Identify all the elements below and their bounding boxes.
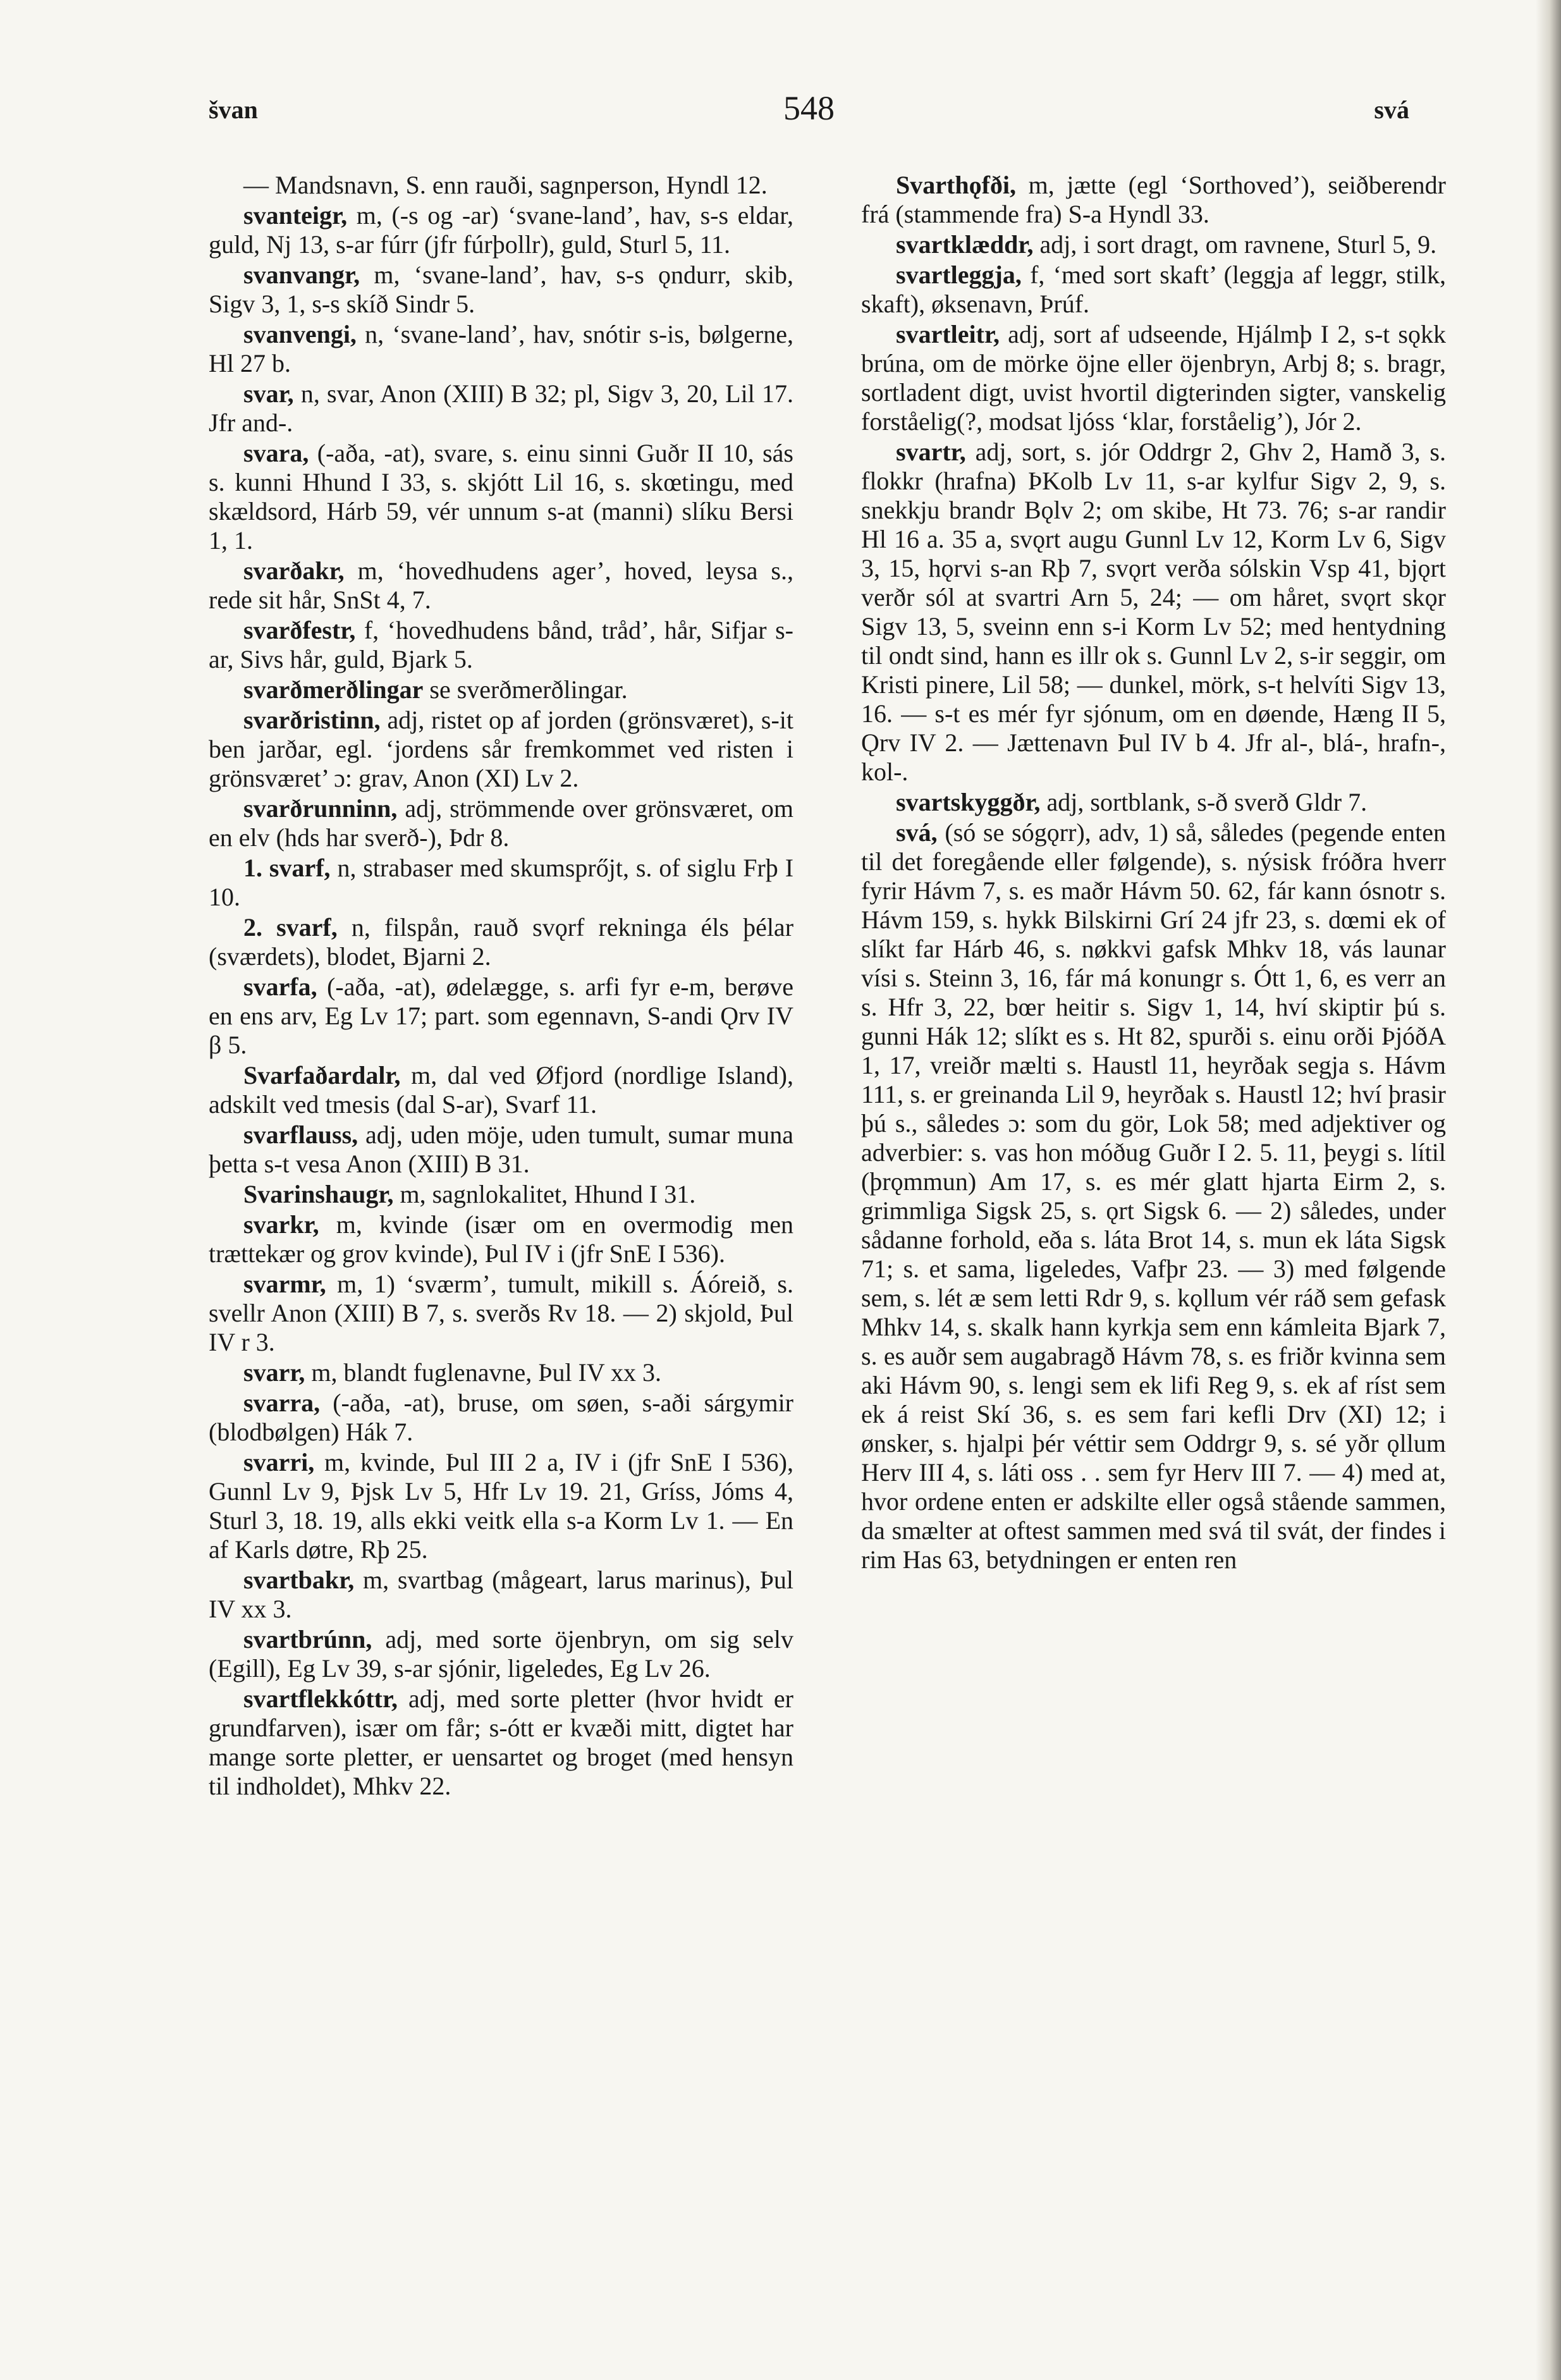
dictionary-entry <box>209 1120 793 1179</box>
entry-definition: n, ‘svane-land’, hav, snótir s-is, bølgerne, Hl 27 b. <box>209 320 793 377</box>
dictionary-entry <box>861 788 1446 817</box>
left-column <box>209 171 793 2207</box>
entry-definition: (-aða, -at), ødelægge, s. arfi fyr e-m, berøve en ens arv, Eg Lv 17; part. som egennavn, S-andi Ǫrv IV β 5. <box>209 972 793 1059</box>
dictionary-entry <box>209 261 793 319</box>
entry-headword: svarr, <box>243 1358 305 1387</box>
entry-headword: svarðakr, <box>243 556 345 585</box>
entry-definition: m, sagnlokalitet, Hhund I 31. <box>393 1180 696 1208</box>
entry-definition: — Mandsnavn, S. enn rauði, sagnperson, Hyndl 12. <box>243 171 768 199</box>
entry-headword: svartbrúnn, <box>243 1625 372 1653</box>
entry-definition: adj, med sorte pletter (hvor hvidt er grundfarven), især om får; s-ótt er kvæði mitt, digtet har mange sorte pletter, er uensartet og broget (med hensyn til indholdet), Mhkv 22. <box>209 1684 793 1800</box>
entry-headword: svarðrunninn, <box>243 794 398 823</box>
entry-definition: adj, sort, s. jór Oddrgr 2, Ghv 2, Hamð 3, s. flokkr (hrafna) ÞKolb Lv 11, s-ar kylfur Sigv 2, 9, s. snekkju brandr Bǫlv 2; om skibe, Ht 73. 76; s-ar randir Hl 16 a. 35 a, svǫrt augu Gunnl Lv 12, Korm Lv 6, Sigv 3, 15, hǫrvi s-an Rþ 7, svǫrt verða sólskin Vsp 41, bjǫrt verðr sól at svartri Arn 5, 24; — om håret, svǫrt skǫr Sigv 13, 5, sveinn enn s-i Korm Lv 52; med hentydning til ondt sind, hann es illr ok s. Gunnl Lv 2, s-ir seggir, om Kristi pinere, Lil 58; — dunkel, mörk, s-t helvíti Sigv 13, 16. — s-t es mér fyr sjónum, om en døende, Hæng II 5, Ǫrv IV 2. — Jættenavn Þul IV b 4. Jfr al-, blá-, hrafn-, kol-. <box>861 438 1446 786</box>
entry-definition: (só se sógǫrr), adv, 1) så, således (pegende enten til det foregående eller følgende), s. nýsisk fróðra hverr fyrir Hávm 7, s. es maðr Hávm 50. 62, fár kann ósnotr s. Hávm 159, s. hykk Bilskirni Grí 24 jfr 23, s. dœmi ek of slíkt far Hárb 46, s. nøkkvi gafsk Mhkv 18, vás launar vísi s. Steinn 3, 16, fár má konungr s. Ótt 1, 6, es verr an s. Hfr 3, 22, bœr heitir s. Sigv 1, 14, hví skiptir þú s. gunni Hák 12; slíkt es s. Ht 82, spurði s. einu orði ÞjóðA 1, 17, vreiðr mælti s. Haustl 11, heyrðak segja s. Hávm 111, s. er greinanda Lil 9, heyrðak s. Haustl 12; hví þrasir þú s., således ɔ: som du gör, Lok 58; med adjektiver og adverbier: s. vas hon móðug Guðr I 2. 5. 11, þeygi s. lítil (þrǫmmun) Am 17, s. es mér glatt hjarta Eirm 2, s. grimmliga Sigsk 25, s. ǫrt Sigsk 6. — 2) således, under sådanne forhold, eða s. láta Brot 14, s. mun ek láta Sigsk 71; s. et sama, ligeledes, Vafþr 23. — 3) med følgende sem, s. lét æ sem letti Rdr 9, s. kǫllum vér ráð sem gefask Mhkv 14, s. skalk hann kyrkja sem enn kámleita Bjark 7, s. es auðr sem augabragð Hávm 78, s. es friðr kvinna sem aki Hávm 90, s. lengi sem ek lifi Reg 9, s. ek af ríst sem ek á reist Skí 36, s. es sem fari kefli Drv (XI) 12; i ønsker, s. hjalpi þér véttir sem Oddrgr 9, s. sé yðr ǫllum Herv III 4, s. láti oss . . sem fyr Herv III 7. — 4) med at, hvor ordene enten er adskilte eller også stående sammen, da smælter at oftest sammen med svá til svát, der findes i rim Has 63, betydningen er enten ren <box>861 818 1446 1574</box>
dictionary-entry <box>861 818 1446 1574</box>
entry-headword: svanteigr, <box>243 201 348 230</box>
entry-definition: m, jætte (egl ‘Sorthoved’), seiðberendr frá (stammende fra) S-a Hyndl 33. <box>861 171 1446 228</box>
entry-headword: svar, <box>243 379 294 408</box>
entry-definition: adj, med sorte öjenbryn, om sig selv (Egill), Eg Lv 39, s-ar sjónir, ligeledes, Eg Lv 26. <box>209 1625 793 1683</box>
right-column <box>861 171 1446 2207</box>
page-number: 548 <box>783 89 835 127</box>
entry-definition: adj, uden möje, uden tumult, sumar muna þetta s-t vesa Anon (XIII) B 31. <box>209 1120 793 1178</box>
entry-headword: svartleggja, <box>896 261 1022 289</box>
dictionary-entry <box>861 171 1446 229</box>
dictionary-entry <box>209 706 793 793</box>
entry-definition: m, svartbag (mågeart, larus marinus), Þul IV xx 3. <box>209 1566 793 1623</box>
dictionary-entry <box>861 261 1446 319</box>
dictionary-entry <box>209 794 793 852</box>
page-header <box>209 89 1409 139</box>
dictionary-entry <box>209 1270 793 1357</box>
entry-headword: svartleitr, <box>896 320 1000 348</box>
entry-headword: svartr, <box>896 438 966 466</box>
entry-definition: (-aða, -at), bruse, om søen, s-aði sárgymir (blodbølgen) Hák 7. <box>209 1389 793 1446</box>
dictionary-entry <box>209 201 793 259</box>
entry-definition: m, 1) ‘sværm’, tumult, mikill s. Áóreið, s. svellr Anon (XIII) B 7, s. sverðs Rv 18. — 2) skjold, Þul IV r 3. <box>209 1270 793 1356</box>
entry-headword: svarflauss, <box>243 1120 358 1149</box>
entry-headword: svartbakr, <box>243 1566 355 1594</box>
dictionary-entry <box>209 1389 793 1447</box>
dictionary-entry <box>209 556 793 615</box>
dictionary-entry <box>209 1448 793 1564</box>
entry-definition: m, dal ved Øfjord (nordlige Island), adskilt ved tmesis (dal S-ar), Svarf 11. <box>209 1061 793 1119</box>
entry-headword: svá, <box>896 818 938 847</box>
page-edge-shadow <box>1536 0 1561 2380</box>
entry-headword: svanvangr, <box>243 261 360 289</box>
entry-headword: svarra, <box>243 1389 321 1417</box>
dictionary-entry <box>861 230 1446 259</box>
entry-definition: f, ‘hovedhudens bånd, tråd’, hår, Sifjar s-ar, Sivs hår, guld, Bjark 5. <box>209 616 793 673</box>
entry-definition: adj, ristet op af jorden (grönsværet), s-it ben jarðar, egl. ‘jordens sår fremkommet ved risten i grönsværet’ ɔ: grav, Anon (XI) Lv 2. <box>209 706 793 792</box>
entry-definition: m, ‘hovedhudens ager’, hoved, leysa s., rede sit hår, SnSt 4, 7. <box>209 556 793 614</box>
header-left-guideword: švan <box>209 95 258 124</box>
dictionary-entry <box>209 854 793 912</box>
entry-definition: adj, i sort dragt, om ravnene, Sturl 5, 9. <box>1033 230 1437 259</box>
dictionary-entry <box>209 439 793 555</box>
dictionary-entry <box>209 1180 793 1209</box>
entry-headword: Svarinshaugr, <box>243 1180 394 1208</box>
dictionary-entry <box>209 1061 793 1119</box>
entry-definition: adj, sort af udseende, Hjálmþ I 2, s-t sǫkk brúna, om de mörke öjne eller öjenbryn, Arbj 8; s. bragr, sortladent digt, uvist hvortil digterinden sigter, vanskelig forståelig(?, modsat ljóss ‘klar, forståelig’), Jór 2. <box>861 320 1446 436</box>
entry-headword: svartskyggðr, <box>896 788 1041 816</box>
entry-headword: svartflekkóttr, <box>243 1684 398 1713</box>
dictionary-entry <box>209 1358 793 1387</box>
entry-headword: Svarfaðardalr, <box>243 1061 401 1089</box>
entry-definition: (-aða, -at), svare, s. einu sinni Guðr II 10, sás s. kunni Hhund I 33, s. skjótt Lil 16, s. skœtingu, med skældsord, Hárb 59, vér unnum s-at (manni) slíku Bersi 1, 1. <box>209 439 793 555</box>
entry-headword: svartklæddr, <box>896 230 1034 259</box>
entry-headword: 1. svarf, <box>243 854 331 882</box>
entry-definition: m, ‘svane-land’, hav, s-s ǫndurr, skib, Sigv 3, 1, s-s skíð Sindr 5. <box>209 261 793 318</box>
entry-definition: m, blandt fuglenavne, Þul IV xx 3. <box>305 1358 662 1387</box>
entry-headword: svara, <box>243 439 309 467</box>
entry-headword: Svarthǫfði, <box>896 171 1016 199</box>
dictionary-entry <box>861 438 1446 787</box>
dictionary-entry <box>209 1566 793 1624</box>
dictionary-entry <box>209 379 793 438</box>
dictionary-entry <box>209 1210 793 1268</box>
dictionary-entry <box>861 320 1446 436</box>
entry-definition: f, ‘med sort skaft’ (leggja af leggr, stilk, skaft), øksenavn, Þrúf. <box>861 261 1446 318</box>
dictionary-entry <box>209 171 793 200</box>
dictionary-entry <box>209 1625 793 1683</box>
dictionary-entry <box>209 972 793 1060</box>
header-right-guideword: svá <box>1374 95 1409 124</box>
entry-definition: n, strabaser med skumsprőjt, s. of siglu Frþ I 10. <box>209 854 793 911</box>
entry-definition: n, svar, Anon (XIII) B 32; pl, Sigv 3, 20, Lil 17. Jfr and-. <box>209 379 793 437</box>
dictionary-entry <box>209 616 793 674</box>
dictionary-entry <box>209 913 793 971</box>
entry-headword: 2. svarf, <box>243 913 338 942</box>
dictionary-entry <box>209 675 793 704</box>
entry-headword: svarðmerðlingar <box>243 675 424 704</box>
entry-headword: svarri, <box>243 1448 315 1476</box>
entry-headword: svarmr, <box>243 1270 326 1298</box>
entry-definition: adj, sortblank, s-ð sverð Gldr 7. <box>1040 788 1368 816</box>
entry-headword: svarfa, <box>243 972 317 1001</box>
entry-definition: se sverðmerðlingar. <box>423 675 628 704</box>
entry-definition: adj, strömmende over grönsværet, om en elv (hds har sverð-), Þdr 8. <box>209 794 793 852</box>
entry-headword: svarkr, <box>243 1210 319 1239</box>
entry-headword: svarðristinn, <box>243 706 381 734</box>
dictionary-entry <box>209 1684 793 1801</box>
entry-definition: m, kvinde, Þul III 2 a, IV i (jfr SnE I 536), Gunnl Lv 9, Þjsk Lv 5, Hfr Lv 19. 21, Gríss, Jóms 4, Sturl 3, 18. 19, alls ekki veitk ella s-a Korm Lv 1. — En af Karls døtre, Rþ 25. <box>209 1448 793 1564</box>
entry-headword: svanvengi, <box>243 320 357 348</box>
entry-definition: m, (-s og -ar) ‘svane-land’, hav, s-s eldar, guld, Nj 13, s-ar fúrr (jfr fúrþollr), guld, Sturl 5, 11. <box>209 201 793 259</box>
entry-headword: svarðfestr, <box>243 616 356 644</box>
entry-definition: m, kvinde (især om en overmodig men trættekær og grov kvinde), Þul IV i (jfr SnE I 536). <box>209 1210 793 1268</box>
entry-definition: n, filspån, rauð svǫrf rekninga éls þélar (sværdets), blodet, Bjarni 2. <box>209 913 793 971</box>
dictionary-entry <box>209 320 793 378</box>
